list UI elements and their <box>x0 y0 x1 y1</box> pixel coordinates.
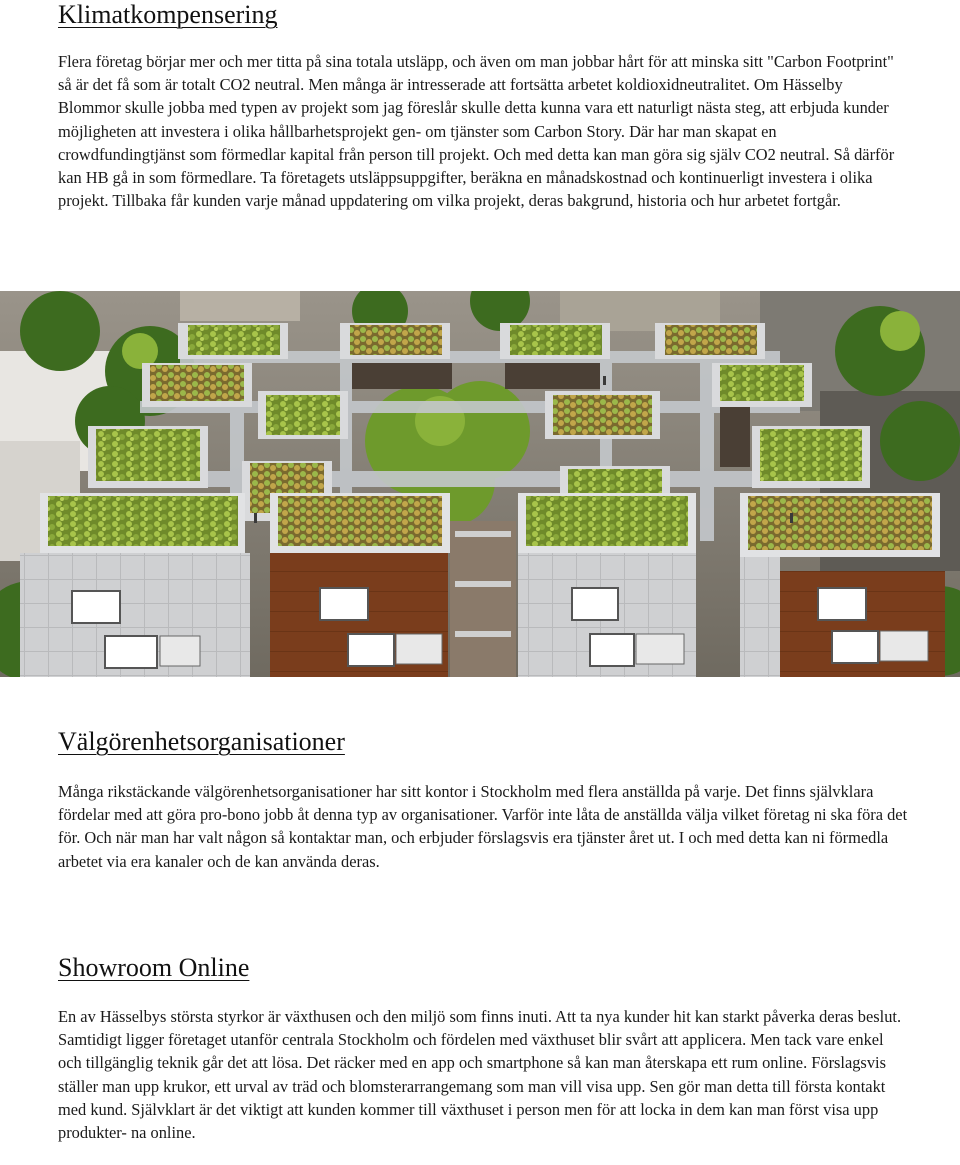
green-roof-building-image <box>0 291 960 677</box>
section-body-showroom-online: En av Hässelbys största styrkor är växthusen och den miljö som finns inuti. Att ta nya kunder hit kan starkt påverka deras beslut. Samtidigt ligger företaget utanför centrala Stockholm och fördelen med växthuset blir svårt att applicera. Men tack vare enkel och tillgänglig teknik går det att lösa. Det räcker med en app och smartphone så kan man återskapa ett rum online. Förslagsvis ställer man upp krukor, ett urval av träd och blomsterarrangemang som man vill visa upp. Sen gör man detta till första kontakt med kund. Självklart är det viktigt att kunden kommer till växthuset i person men för att locka in dem kan man först visa upp produkter- na online. <box>58 1007 902 1143</box>
section-title-klimatkompensering: Klimatkompensering <box>58 0 278 29</box>
section-body-valgorenhetsorganisationer: Många rikstäckande välgörenhetsorganisationer har sitt kontor i Stockholm med flera anställda på varje. Det finns självklara fördelar med att göra pro-bono jobb åt denna typ av organisationer. Varför inte låta de anställda välja vilket företag ni ska föra det för. Och när man har valt någon så kontaktar man, och erbjuder förslagsvis era tjänster året ut. I och med detta kan ni förmedla arbetet via era kanaler och de kan använda deras. <box>58 782 908 871</box>
section-body-klimatkompensering: Flera företag börjar mer och mer titta på sina totala utsläpp, och även om man jobbar hårt för att minska sitt "Carbon Footprint" så är det få som är totalt CO2 neutral. Men många är intresserade att fortsätta arbetet koldioxidneutralitet. Om Hässelby Blommor skulle jobba med typen av projekt som jag föreslår skulle detta kunna vara ett naturligt nästa steg, att erbjuda kunder möjligheten att investera i olika hållbarhetsprojekt gen- om tjänster som Carbon Story. Där har man skapat en crowdfundingtjänst som förmedlar kapital från person till projekt. Och med detta kan man göra sig själv CO2 neutral. Så därför kan HB gå in som förmedlare. Ta företagets utsläppsuppgifter, beräkna en månadskostnad och kontinuerligt investera i olika projekt. Tillbaka får kunden varje månad uppdatering om vilka projekt, deras bakgrund, historia och hur arbetet fortgår. <box>58 52 895 211</box>
section-title-valgorenhetsorganisationer: Välgörenhetsorganisationer <box>58 727 345 756</box>
section-title-showroom-online: Showroom Online <box>58 953 250 982</box>
